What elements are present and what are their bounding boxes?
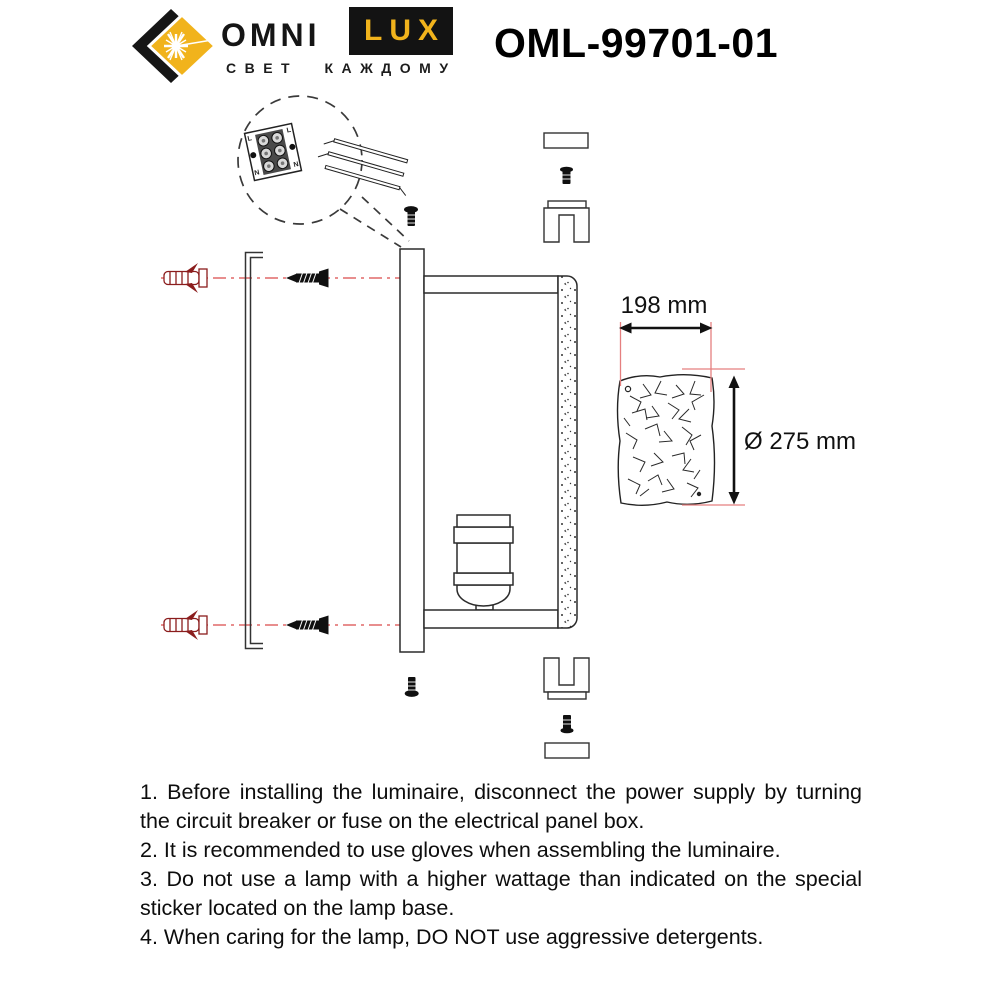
cover-plate-bottom bbox=[545, 743, 589, 758]
mounting-screw-axis-bottom bbox=[286, 616, 329, 635]
wall-anchor-bottom bbox=[164, 610, 207, 640]
hardware-screw-bottom bbox=[561, 715, 574, 733]
hardware-screw-top bbox=[560, 167, 573, 184]
terminal-label-live-right: L bbox=[286, 126, 292, 135]
frame-top-bar bbox=[424, 276, 558, 293]
width-dimension-label: 198 mm bbox=[620, 292, 708, 319]
fixing-axes bbox=[161, 278, 424, 625]
diameter-dimension-label: Ø 275 mm bbox=[744, 428, 857, 455]
bracket-clip-bottom bbox=[544, 658, 589, 692]
bracket-clip-top bbox=[544, 208, 589, 242]
frame-bottom-bar bbox=[424, 610, 558, 628]
backplate-screw-top bbox=[404, 206, 418, 226]
lamp-body bbox=[400, 249, 577, 652]
hardware-top bbox=[544, 133, 589, 242]
wire bbox=[324, 165, 408, 195]
brand-name-omni: OMNI bbox=[221, 17, 321, 53]
glass-diffuser-strip bbox=[558, 276, 577, 628]
terminal-label-neutral-left: N bbox=[253, 169, 261, 178]
glass-shade bbox=[618, 375, 715, 506]
mounting-screw-axis-top bbox=[286, 269, 329, 288]
bracket-clip-lip-bottom bbox=[548, 692, 586, 699]
supply-wires bbox=[314, 136, 415, 196]
instructions-block bbox=[140, 778, 862, 952]
instruction-step-1: 1. Before installing the luminaire, disconnect the power supply by turning the circuit breaker or fuse on the electrical panel box. bbox=[140, 780, 862, 833]
brand-tagline: СВЕТ КАЖДОМУ bbox=[226, 60, 457, 76]
backplate-screw-bottom bbox=[405, 677, 419, 697]
wall-anchor-top bbox=[164, 263, 207, 293]
shade-spot bbox=[697, 492, 701, 496]
brand-name-lux: LUX bbox=[364, 14, 445, 47]
cover-plate-top bbox=[544, 133, 588, 148]
model-number: OML-99701-01 bbox=[494, 20, 779, 66]
terminal-block bbox=[245, 124, 302, 181]
terminal-label-neutral-right: N bbox=[292, 161, 300, 169]
wall-bracket bbox=[246, 253, 264, 649]
instruction-step-4: 4. When caring for the lamp, DO NOT use aggressive detergents. bbox=[140, 925, 764, 949]
lamp-backplate bbox=[400, 249, 424, 652]
lamp-socket bbox=[454, 515, 513, 610]
hardware-bottom bbox=[544, 658, 589, 758]
terminal-label-live-left: L bbox=[246, 135, 253, 143]
instruction-step-2: 2. It is recommended to use gloves when assembling the luminaire. bbox=[140, 838, 781, 862]
instruction-step-3: 3. Do not use a lamp with a higher wattage than indicated on the special sticker located on the lamp base. bbox=[140, 867, 862, 920]
bracket-clip-lip-top bbox=[548, 201, 586, 208]
